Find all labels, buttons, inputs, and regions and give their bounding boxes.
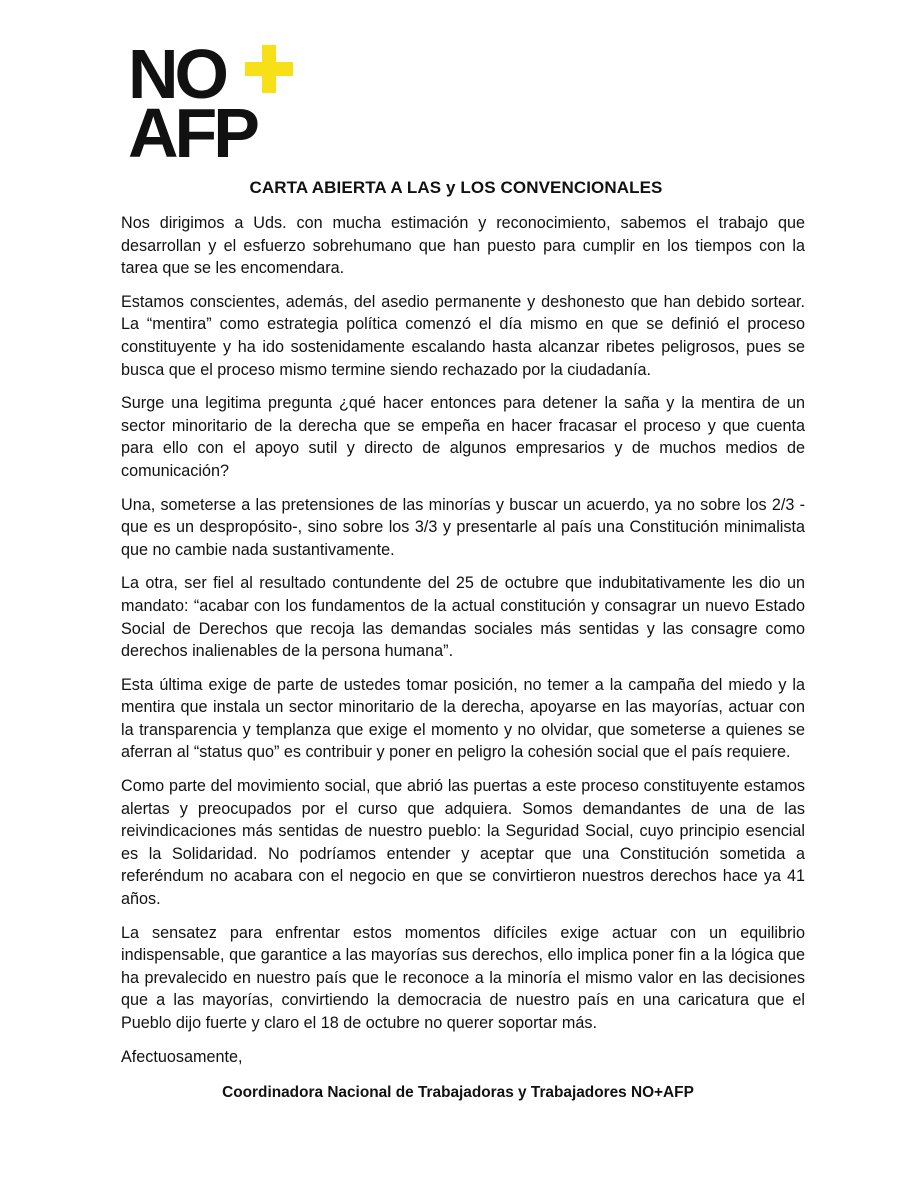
logo-graphic [128,40,298,164]
closing-salutation: Afectuosamente, [121,1047,243,1066]
paragraph-2: Estamos conscientes, además, del asedio permanente y deshonesto que han debido sortear. La “mentira” como estrategia política comenzó el día mismo en que se definió el proceso constituyente y ha ido sostenidamente escalando hasta alcanzar ribetes peligrosos, pues se busca que el proceso mismo termine siendo rechazado por la ciudadanía. [121,292,805,379]
paragraph-3: Surge una legitima pregunta ¿qué hacer entonces para detener la saña y la mentira de un sector minoritario de la derecha que se empeña en hacer fracasar el proceso y que cuenta para ello con el apoyo sutil y directo de algunos empresarios y de muchos medios de comunicación? [121,394,805,480]
paragraph-8: La sensatez para enfrentar estos momentos difíciles exige actuar con un equilibrio indispensable, que garantice a las mayorías sus derechos, ello implica poner fin a la lógica que ha prevalecido en nuestro país que le reconoce a la minoría el mismo valor en las decisiones que a las mayorías, convirtiendo la democracia de nuestro país en una caricatura que el Pueblo dijo fuerte y claro el 18 de octubre no querer soportar más. [121,923,805,1032]
letter-title: CARTA ABIERTA A LAS y LOS CONVENCIONALES [249,178,663,197]
paragraph-4: Una, someterse a las pretensiones de las minorías y buscar un acuerdo, ya no sobre los 2/3 -que es un despropósito-, sino sobre los 3/3 y presentarle al país una Constitución minimalista que no cambie nada sustantivamente. [121,495,805,559]
letter-body [121,212,805,1104]
paragraph-7: Como parte del movimiento social, que abrió las puertas a este proceso constituyente estamos alertas y preocupados por el curso que adquiera. Somos demandantes de una de las reivindicaciones más sentidas de nuestro pueblo: la Seguridad Social, cuyo principio esencial es la Solidaridad. No podríamos entender y aceptar que una Constitución sometida a referéndum no acabara con el negocio en que se convirtieron nuestros derechos hace ya 41 años. [121,777,805,909]
signature: Coordinadora Nacional de Trabajadoras y Trabajadores NO+AFP [222,1084,694,1102]
no-mas-afp-logo [128,40,298,164]
logo-text-no: NO [128,40,225,113]
logo-text-afp: AFP [128,94,256,164]
logo-plus-icon [245,45,293,93]
paragraph-1: Nos dirigimos a Uds. con mucha estimación y reconocimiento, sabemos el trabajo que desarrollan y el esfuerzo sobrehumano que han puesto para cumplir en los tiempos con la tarea que se les encomendara. [121,214,805,278]
paragraph-6: Esta última exige de parte de ustedes tomar posición, no temer a la campaña del miedo y la mentira que instala un sector minoritario de la derecha, apoyarse en las mayorías, actuar con la transparencia y templanza que exige el momento y no olvidar, que someterse a quienes se aferran al “status quo” es contribuir y poner en peligro la cohesión social que el país requiere. [121,675,805,762]
paragraph-5: La otra, ser fiel al resultado contundente del 25 de octubre que indubitativamente les dio un mandato: “acabar con los fundamentos de la actual constitución y consagrar un nuevo Estado Social de Derechos que recoja las demandas sociales más sentidas y las consagre como derechos inalienables de la persona humana”. [121,574,805,661]
